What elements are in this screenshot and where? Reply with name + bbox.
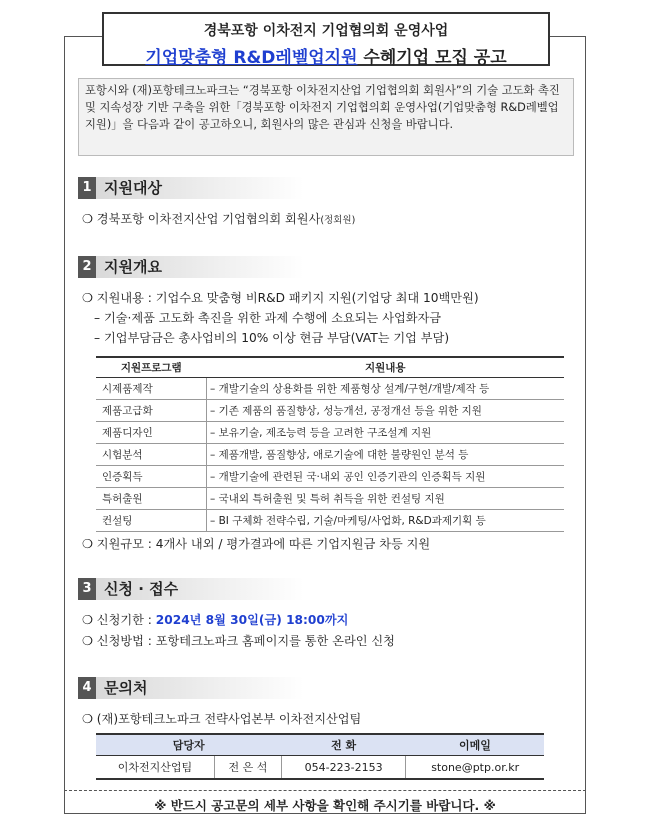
- program-row: [96, 488, 564, 510]
- program-row: [96, 378, 564, 400]
- footer-notice: ※ 반드시 공고문의 세부 사항을 확인해 주시기를 바랍니다. ※: [64, 790, 586, 814]
- program-content: – 기존 제품의 품질향상, 성능개선, 공정개선 등을 위한 지원: [207, 400, 565, 422]
- section-number: 4: [78, 677, 96, 699]
- target-note: (정회원): [320, 215, 356, 226]
- apply-method: ❍ 신청방법 : 포항테크노파크 홈페이지를 통한 온라인 신청: [82, 634, 395, 648]
- program-name: 특허출원: [96, 488, 207, 510]
- program-name: 컨설팅: [96, 510, 207, 532]
- title-line2: [104, 43, 548, 68]
- section-1-header: [78, 177, 304, 199]
- section-title: 지원개요: [96, 256, 304, 278]
- program-row: [96, 400, 564, 422]
- program-name: 제품디자인: [96, 422, 207, 444]
- support-detail-2: – 기업부담금은 총사업비의 10% 이상 현금 부담(VAT는 기업 부담): [94, 331, 450, 345]
- section-number: 1: [78, 177, 96, 199]
- program-content: – 보유기술, 제조능력 등을 고려한 구조설계 지원: [207, 422, 565, 444]
- program-table: [96, 356, 564, 532]
- section-title: 신청 · 접수: [96, 578, 304, 600]
- section-title: 문의처: [96, 677, 304, 699]
- program-header: 지원프로그램: [96, 357, 207, 378]
- title-box: [102, 12, 550, 66]
- section-4-header: [78, 677, 304, 699]
- content-header: 지원내용: [207, 357, 565, 378]
- person-cell: 전 은 석: [214, 756, 281, 780]
- phone-cell: 054-223-2153: [282, 756, 406, 780]
- program-name: 인증획득: [96, 466, 207, 488]
- phone-header: 전 화: [282, 734, 406, 756]
- support-scale: ❍ 지원규모 : 4개사 내외 / 평가결과에 따른 기업지원금 차등 지원: [82, 537, 431, 551]
- support-detail-1: – 기술·제품 고도화 촉진을 위한 과제 수행에 소요되는 사업화자금: [94, 311, 442, 325]
- program-name: 시험분석: [96, 444, 207, 466]
- program-row: [96, 510, 564, 532]
- program-row: [96, 422, 564, 444]
- title-line1: 경북포항 이차전지 기업협의회 운영사업: [203, 23, 449, 39]
- section-3-header: [78, 578, 304, 600]
- contact-table: [96, 733, 544, 780]
- program-row: [96, 444, 564, 466]
- program-content: – 개발기술에 관련된 국·내외 공인 인증기관의 인증획득 지원: [207, 466, 565, 488]
- section-number: 3: [78, 578, 96, 600]
- section-2-header: [78, 256, 304, 278]
- intro-box: 포항시와 (재)포항테크노파크는 “경북포항 이차전지산업 기업협의회 회원사”의 기술 고도화 촉진 및 지속성장 기반 구축을 위한「경북포항 이차전지 기업협의회 운영사업(기업맞춤형 R&D레벨업지원)」을 다음과 같이 공고하오니, 회원사의 많은 관심과 신청을 바랍니다.: [78, 78, 574, 156]
- period-value: 2024년 8월 30일(금) 18:00까지: [155, 613, 349, 627]
- apply-period: [82, 611, 348, 628]
- title-highlight: 기업맞춤형 R&D레벨업지원: [145, 48, 358, 68]
- program-content: – 제품개발, 품질향상, 애로기술에 대한 불량원인 분석 등: [207, 444, 565, 466]
- target-item: [82, 210, 355, 227]
- program-name: 시제품제작: [96, 378, 207, 400]
- email-header: 이메일: [406, 734, 544, 756]
- section-number: 2: [78, 256, 96, 278]
- target-text: ❍ 경북포항 이차전지산업 기업협의회 회원사: [82, 212, 321, 226]
- program-content: – 개발기술의 상용화를 위한 제품형상 설계/구현/개발/제작 등: [207, 378, 565, 400]
- manager-header: 담당자: [96, 734, 282, 756]
- support-content: ❍ 지원내용 : 기업수요 맞춤형 비R&D 패키지 지원(기업당 최대 10백만원): [82, 291, 479, 305]
- program-name: 제품고급화: [96, 400, 207, 422]
- program-row: [96, 466, 564, 488]
- section-title: 지원대상: [96, 177, 304, 199]
- program-content: – 국내외 특허출원 및 특허 취득을 위한 컨설팅 지원: [207, 488, 565, 510]
- program-content: – BI 구체화 전략수립, 기술/마케팅/사업화, R&D과제기획 등: [207, 510, 565, 532]
- team-cell: 이차전지산업팀: [96, 756, 214, 780]
- title-rest: 수혜기업 모집 공고: [357, 48, 507, 68]
- period-label: ❍ 신청기한 :: [82, 613, 156, 627]
- email-cell: stone@ptp.or.kr: [406, 756, 544, 780]
- contact-org: ❍ (재)포항테크노파크 전략사업본부 이차전지산업팀: [82, 712, 362, 726]
